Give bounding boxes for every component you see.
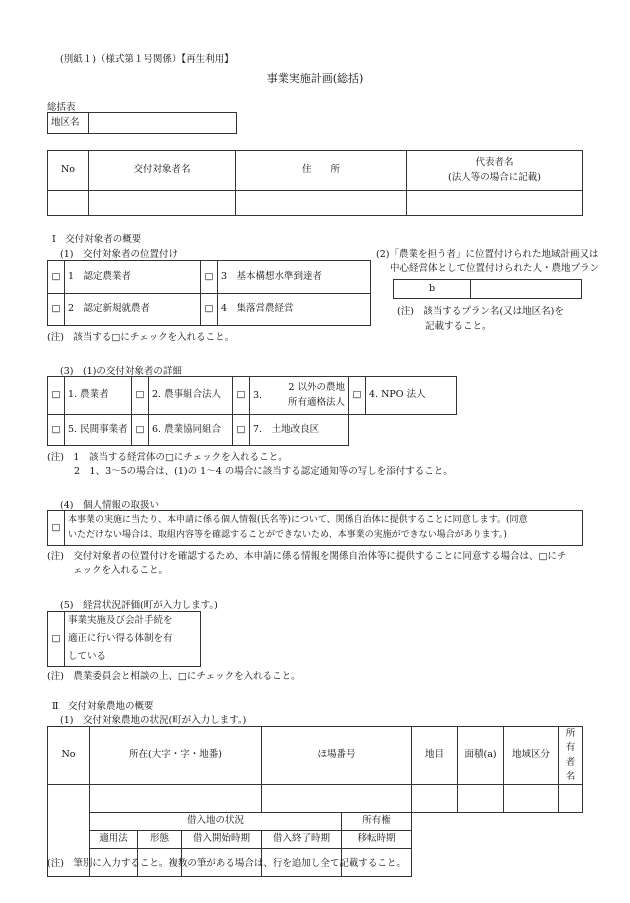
checkbox-land-owning-corp[interactable]: □: [233, 377, 250, 415]
detail-npo: 4. NPO 法人: [366, 377, 457, 415]
detail-agri-coop-corp: 2. 農事組合法人: [149, 377, 233, 415]
cell-rep[interactable]: [407, 191, 583, 216]
col-land-category: 地目: [412, 727, 458, 785]
pos-new-farmer: 2 認定新規就農者: [65, 293, 201, 326]
detail-3-line1: 2 以外の農地: [288, 382, 345, 394]
eval-line1: 事業実施及び会計手続を: [68, 615, 173, 626]
evaluation-table: [47, 611, 201, 667]
section2-note: (注) 筆別に入力すること。複数の筆がある場合は、行を追加し全て記載すること。: [47, 858, 406, 869]
col-owner-name: 所有者名: [559, 727, 583, 785]
cell-region-input[interactable]: [504, 785, 559, 813]
col-representative: [407, 151, 583, 191]
col-no: No: [48, 727, 90, 785]
sub1-heading: (1) 交付対象者の位置付け: [60, 249, 178, 260]
detail-table: [47, 376, 457, 446]
col-lease-end: 借入終了時期: [262, 831, 342, 849]
lease-status-header: 借入地の状況: [90, 813, 342, 831]
cell-area-input[interactable]: [458, 785, 504, 813]
detail-farmer: 1. 農業者: [65, 377, 132, 415]
cell-location-input[interactable]: [90, 785, 262, 813]
checkbox-farmer[interactable]: □: [48, 377, 65, 415]
note-1: (注) 該当する□にチェックを入れること。: [47, 332, 235, 343]
checkbox-evaluation[interactable]: □: [48, 612, 65, 667]
detail-land-owning-corp: [250, 377, 349, 415]
plan-name-input[interactable]: [471, 280, 582, 299]
recipients-table: [47, 150, 583, 216]
note-4-line1: (注) 交付対象者の位置付けを確認するため、本申請に係る情報を関係自治体等に提供することに同意する場合は、□にチ: [47, 551, 567, 562]
col-location: 所在(大字・字・地番): [90, 727, 262, 785]
checkbox-npo[interactable]: □: [349, 377, 366, 415]
note-4-line2: ェックを入れること。: [73, 565, 169, 576]
detail-3-line2: 所有適格法人: [287, 396, 345, 408]
detail-3-num: 3.: [253, 390, 263, 401]
eval-line2: 適正に行い得る体制を有: [68, 633, 173, 645]
checkbox-agri-coop[interactable]: □: [132, 415, 149, 446]
col-region-class: 地域区分: [504, 727, 559, 785]
pos-standard-achiever: 3 基本構想水準到達者: [218, 261, 371, 294]
sub5-heading: (5) 経営状況評価(町が入力します。): [60, 600, 218, 611]
sub2-heading-line1: (2)「農業を担う者」に位置付けられた地域計画又は: [376, 249, 599, 260]
sub4-heading: (4) 個人情報の取扱い: [60, 500, 159, 511]
sub3-heading: (3) (1)の交付対象者の詳細: [60, 366, 182, 377]
checkbox-certified-farmer[interactable]: □: [48, 261, 65, 294]
section2-heading: Ⅱ 交付対象農地の概要: [52, 701, 154, 712]
detail-agri-coop: 6. 農業協同組合: [149, 415, 233, 446]
checkbox-land-improvement[interactable]: □: [233, 415, 250, 446]
rep-line1: 代表者名: [475, 157, 514, 169]
privacy-line2: いただけない場合は、取組内容等を確認することができないため、本事業の実施ができない場合があります。): [68, 530, 507, 540]
note-3-1: (注) 1 該当する経営体の□にチェックを入れること。: [47, 452, 288, 463]
checkbox-private-business[interactable]: □: [48, 415, 65, 446]
checkbox-community-farming[interactable]: □: [201, 293, 218, 326]
col-address: 住 所: [236, 151, 407, 191]
col-transfer-time: 移転時期: [342, 831, 412, 849]
privacy-text: [65, 511, 583, 546]
section1-heading: Ⅰ 交付対象者の概要: [52, 234, 142, 245]
note-2-line2: 記載すること。: [425, 321, 492, 332]
note-2-line1: (注) 該当するプラン名(又は地区名)を: [397, 306, 564, 317]
col-area: 面積(a): [458, 727, 504, 785]
plan-b-label: b: [394, 280, 471, 299]
checkbox-agri-coop-corp[interactable]: □: [132, 377, 149, 415]
col-recipient-name: 交付対象者名: [89, 151, 236, 191]
cell-name[interactable]: [89, 191, 236, 216]
area-table: [47, 112, 237, 134]
eval-line3: している: [68, 651, 107, 663]
cell-no[interactable]: [48, 191, 89, 216]
detail-private-business: 5. 民間事業者: [65, 415, 132, 446]
evaluation-text: [65, 612, 201, 667]
ownership-header: 所有権: [342, 813, 412, 831]
pos-community-farming: 4 集落営農経営: [218, 293, 371, 326]
checkbox-standard-achiever[interactable]: □: [201, 261, 218, 294]
position-table: [47, 260, 371, 326]
checkbox-new-farmer[interactable]: □: [48, 293, 65, 326]
detail-land-improvement: 7. 土地改良区: [250, 415, 349, 446]
cell-address[interactable]: [236, 191, 407, 216]
sub2-heading-line2: 中心経営体として位置付けられた人・農地プラン: [390, 263, 600, 274]
col-applicable-law: 適用法: [90, 831, 138, 849]
cell-category-input[interactable]: [412, 785, 458, 813]
area-input[interactable]: [89, 113, 237, 134]
checkbox-privacy-consent[interactable]: □: [48, 511, 65, 546]
privacy-table: [47, 510, 583, 546]
area-label: 地区名: [48, 113, 89, 134]
page-title: 事業実施計画(総括): [266, 72, 364, 85]
cell-owner-input[interactable]: [559, 785, 583, 813]
cell-field-input[interactable]: [262, 785, 412, 813]
col-lease-start: 借入開始時期: [182, 831, 262, 849]
section2-sub1: (1) 交付対象農地の状況(町が入力します。): [60, 715, 247, 726]
col-field-number: ほ場番号: [262, 727, 412, 785]
rep-line2: (法人等の場合に記載): [448, 171, 541, 183]
plan-table: [393, 279, 582, 299]
pos-certified-farmer: 1 認定農業者: [65, 261, 201, 294]
note-5: (注) 農業委員会と相談の上、□にチェックを入れること。: [47, 671, 301, 682]
privacy-line1: 本事業の実施に当たり、本申請に係る個人情報(氏名等)について、関係自治体に提供することに同意します。(同意: [68, 514, 528, 525]
form-reference: (別紙１)（様式第１号関係）【再生利用】: [60, 54, 234, 65]
note-3-2: 2 1、3～5の場合は、(1)の 1～4 の場合に該当する認定通知等の写しを添付すること。: [74, 466, 453, 477]
col-form: 形態: [138, 831, 182, 849]
col-no: No: [48, 151, 89, 191]
summary-label: 総括表: [47, 102, 76, 113]
